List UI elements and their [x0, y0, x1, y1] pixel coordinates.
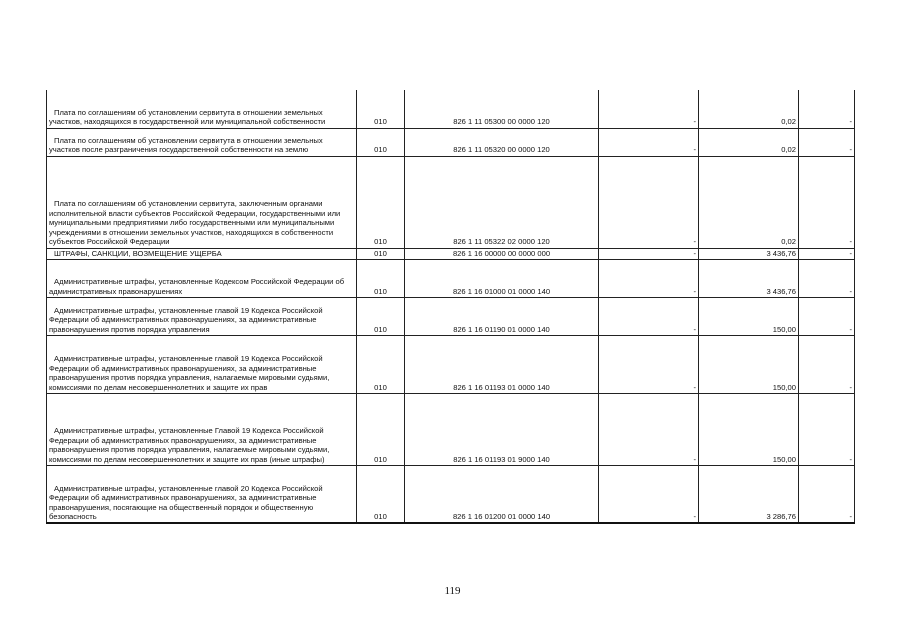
row-value-b-cell: 0,02 — [699, 156, 799, 248]
row-name-cell: Плата по соглашениям об установлении сервитута в отношении земельных участков, находящихся в государственной или муниципальной собственности — [47, 90, 357, 128]
row-budget-code-cell: 826 1 16 01193 01 0000 140 — [405, 335, 599, 393]
row-value-a-cell: - — [599, 156, 699, 248]
row-value-b-cell: 150,00 — [699, 393, 799, 465]
row-line-code-cell: 010 — [357, 128, 405, 156]
table-row — [47, 259, 855, 297]
row-value-a-cell: - — [599, 248, 699, 259]
row-budget-code-cell: 826 1 16 01193 01 9000 140 — [405, 393, 599, 465]
row-value-c-cell: - — [799, 90, 855, 128]
row-value-c-cell: - — [799, 248, 855, 259]
row-value-a-cell: - — [599, 393, 699, 465]
row-budget-code-cell: 826 1 11 05322 02 0000 120 — [405, 156, 599, 248]
row-budget-code-cell: 826 1 16 01000 01 0000 140 — [405, 259, 599, 297]
row-value-b-cell: 150,00 — [699, 335, 799, 393]
row-value-a-cell: - — [599, 90, 699, 128]
row-line-code-cell: 010 — [357, 248, 405, 259]
row-line-code-cell: 010 — [357, 393, 405, 465]
row-name-cell: Административные штрафы, установленные главой 19 Кодекса Российской Федерации об административных правонарушениях, за административные правонарушения против порядка управления — [47, 297, 357, 335]
row-line-code-cell: 010 — [357, 90, 405, 128]
row-budget-code-cell: 826 1 16 00000 00 0000 000 — [405, 248, 599, 259]
row-name-cell: Административные штрафы, установленные главой 19 Кодекса Российской Федерации об административных правонарушениях, за административные правонарушения против порядка управления, налагаемые мировыми судьями, комиссиями по делам несовершеннолетних и защите их прав — [47, 335, 357, 393]
row-budget-code-cell: 826 1 16 01190 01 0000 140 — [405, 297, 599, 335]
row-value-c-cell: - — [799, 393, 855, 465]
row-budget-code-cell: 826 1 11 05300 00 0000 120 — [405, 90, 599, 128]
row-line-code-cell: 010 — [357, 156, 405, 248]
row-value-b-cell: 3 286,76 — [699, 465, 799, 523]
table-row — [47, 465, 855, 523]
row-value-c-cell: - — [799, 465, 855, 523]
page-number: 119 — [444, 585, 461, 597]
row-value-b-cell: 3 436,76 — [699, 259, 799, 297]
table-row — [47, 90, 855, 128]
row-line-code-cell: 010 — [357, 335, 405, 393]
row-value-b-cell: 0,02 — [699, 90, 799, 128]
row-value-c-cell: - — [799, 259, 855, 297]
table-body — [47, 90, 855, 523]
row-line-code-cell: 010 — [357, 297, 405, 335]
row-name-cell: Плата по соглашениям об установлении сервитута в отношении земельных участков после разграничения государственной собственности на землю — [47, 128, 357, 156]
row-value-a-cell: - — [599, 128, 699, 156]
row-line-code-cell: 010 — [357, 465, 405, 523]
row-line-code-cell: 010 — [357, 259, 405, 297]
row-value-c-cell: - — [799, 335, 855, 393]
row-name-cell: Административные штрафы, установленные главой 20 Кодекса Российской Федерации об административных правонарушениях, за административные правонарушения, посягающие на общественный порядок и общественную безопасность — [47, 465, 357, 523]
row-value-b-cell: 0,02 — [699, 128, 799, 156]
row-value-a-cell: - — [599, 259, 699, 297]
table-row — [47, 393, 855, 465]
row-name-cell: Административные штрафы, установленные Главой 19 Кодекса Российской Федерации об административных правонарушениях, за административные правонарушения против порядка управления, налагаемые мировыми судьями, комиссиями по делам несовершеннолетних и защите их прав (иные штрафы) — [47, 393, 357, 465]
row-name-cell: Административные штрафы, установленные Кодексом Российской Федерации об административных правонарушениях — [47, 259, 357, 297]
table-row — [47, 248, 855, 259]
table-row — [47, 335, 855, 393]
row-name-cell: ШТРАФЫ, САНКЦИИ, ВОЗМЕЩЕНИЕ УЩЕРБА — [47, 248, 357, 259]
row-value-b-cell: 3 436,76 — [699, 248, 799, 259]
row-budget-code-cell: 826 1 11 05320 00 0000 120 — [405, 128, 599, 156]
table-row — [47, 297, 855, 335]
row-value-c-cell: - — [799, 156, 855, 248]
row-value-c-cell: - — [799, 297, 855, 335]
row-value-a-cell: - — [599, 335, 699, 393]
row-value-a-cell: - — [599, 297, 699, 335]
row-value-b-cell: 150,00 — [699, 297, 799, 335]
row-value-c-cell: - — [799, 128, 855, 156]
revenue-table — [46, 90, 855, 524]
row-value-a-cell: - — [599, 465, 699, 523]
row-budget-code-cell: 826 1 16 01200 01 0000 140 — [405, 465, 599, 523]
table-row — [47, 128, 855, 156]
table-row — [47, 156, 855, 248]
row-name-cell: Плата по соглашениям об установлении сервитута, заключенным органами исполнительной власти субъектов Российской Федерации, государственными или муниципальными предприятиями либо государственными или муниципальными учреждениями в отношении земельных участков, находящихся в собственности субъектов Российской Федерации — [47, 156, 357, 248]
